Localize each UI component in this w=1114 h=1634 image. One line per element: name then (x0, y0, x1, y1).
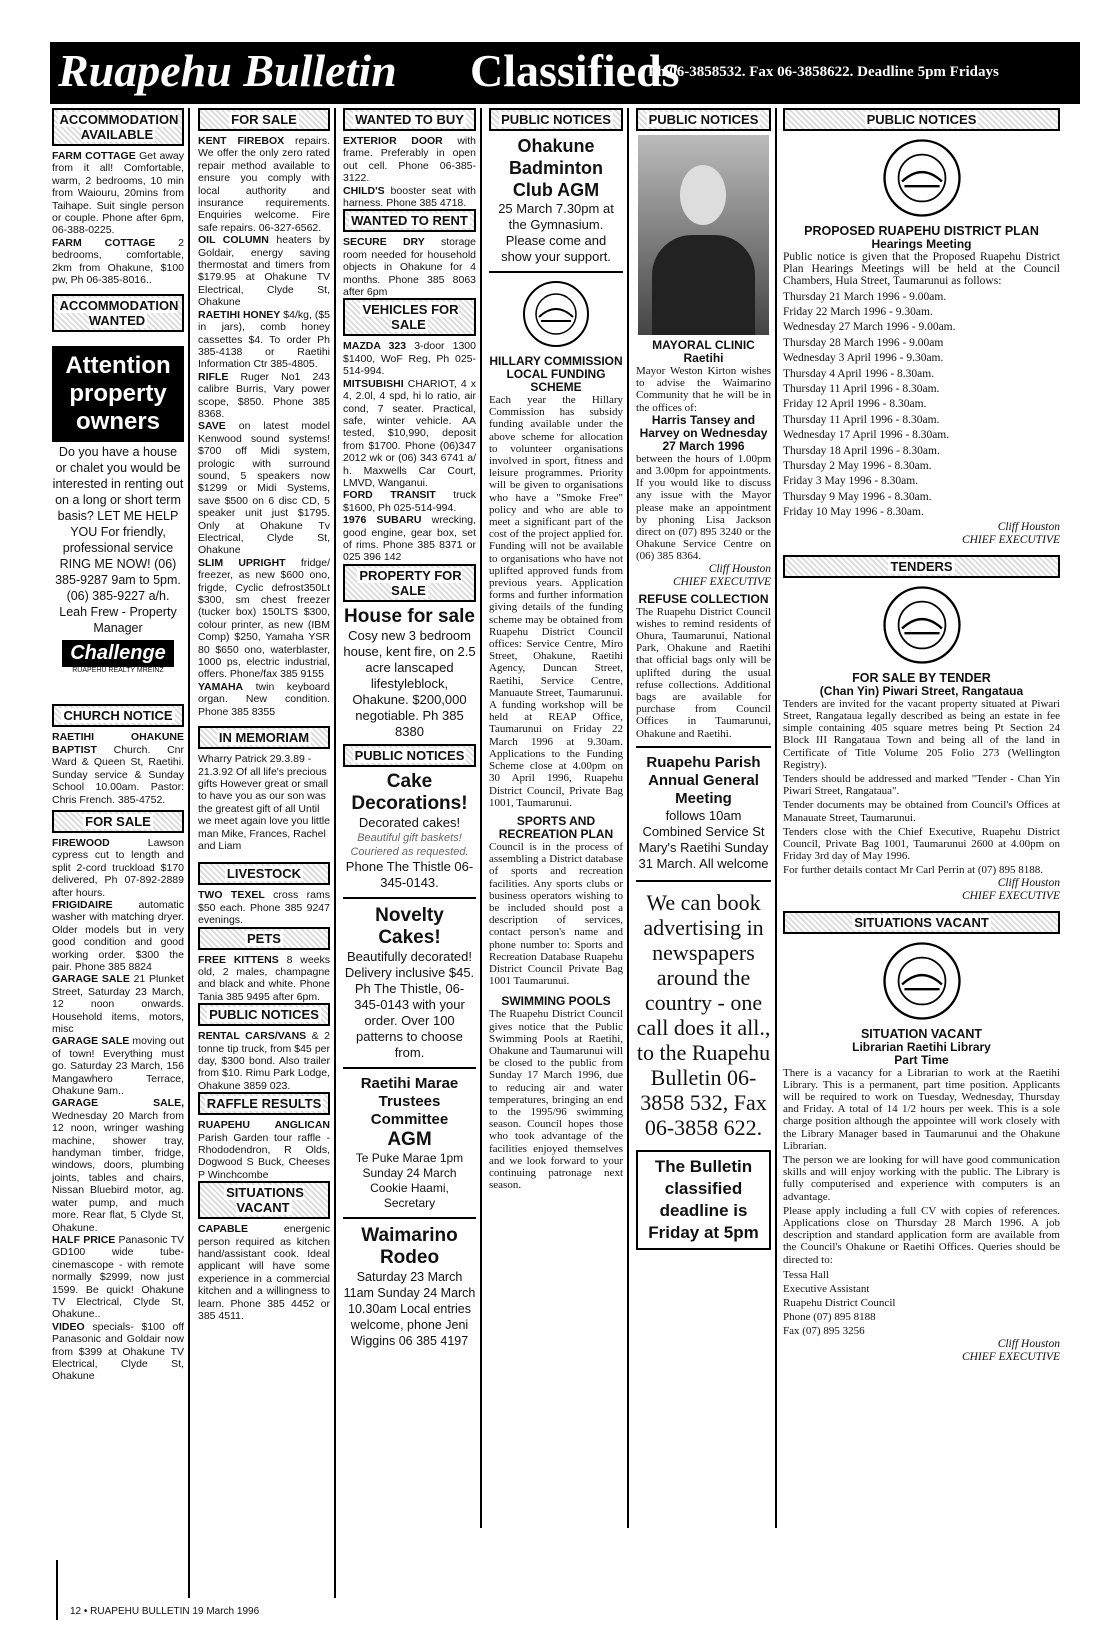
classified-ad: Wharry Patrick 29.3.89 - 21.3.92 Of all life's precious gifts However great or small to have you as our son was the greatest gift of all Until we meet again love you little man Mike, Frances, Rachel and Liam (198, 753, 330, 852)
section-header: VEHICLES FOR SALE (343, 298, 476, 336)
column-5 (636, 108, 771, 1250)
hillary-body: Each year the Hillary Commission has subsidy funding available under the above scheme for allocation to volunteer organisations involved in sport, fitness and leisure programmes. Priority will be given to organisations who have a "Smoke Free" policy and who are able to meet a significant part of the cost of the project applied for. Funding will not be available to organisations who have not uplifted approved funds from previous years. Application forms and further information giving details of the funding scheme may be obtained from Ruapehu District Council offices: Service Centre, Miro Street, Ohakune, Raetihi Agency, Duncan Street, Raetihi, Service Centre, Manuaute Street, Taumarunui. A funding workshop will be held at REAP Office, Taumarunui on Friday 22 March 1996 at 9.30am. Applications to the Funding Scheme close at 4.00pm on 30 April 1996, Ruapehu District Council, Private Bag 1001, Taumarunui. (489, 394, 623, 809)
situation-body: There is a vacancy for a Librarian to work at the Raetihi Library. This is a permanent, part time position. Applicants will be required to work on Tuesday, Wednesday, Thursday and Friday. A total of 14 1/2 hours per week. This is a sole charge position although the appointee will work closely with the Library Manager based in Taumarunui and the Ohakune Librarian. (783, 1066, 1060, 1152)
column-rule (56, 1560, 58, 1620)
tender-body: Tender documents may be obtained from Council's Offices at Manauate Street, Taumarunui. (783, 799, 1060, 824)
tender-body: Tenders are invited for the vacant property situated at Piwari Street, Rangataua legally described as being an estate in fee simple containing 405 square metres being Pt Section 24 Block III Rangataua Town and being all of the land in Certificate of Title Volume 205 Folio 273 (Wellington Registry). (783, 697, 1060, 771)
novelty-heading: Novelty Cakes! (375, 904, 444, 948)
house-heading: House for sale (344, 605, 475, 627)
section-header: TENDERS (783, 555, 1060, 578)
section-header: ACCOMMODATION AVAILABLE (52, 108, 184, 146)
section-header: PROPERTY FOR SALE (343, 564, 476, 602)
plan-sub: Hearings Meeting (871, 237, 972, 251)
classified-ad: FRIGIDAIRE automatic washer with matching dryer. Older models but in very good condition and good working order. $300 the pair. Phone 385 8824 (52, 898, 184, 973)
sports-heading: SPORTS AND RECREATION PLAN (498, 813, 614, 841)
classified-ad: FREE KITTENS 8 weeks old, 2 males, champagne and black and white. Phone Tania 385 9495 after 6pm. (198, 953, 330, 1003)
section-header: LIVESTOCK (198, 862, 330, 885)
rodeo-body: Saturday 23 March 11am Sunday 24 March 10.30am Local entries welcome, phone Jeni Wiggins 06 385 4197 (343, 1269, 476, 1348)
column-4 (489, 108, 623, 1191)
parish-body: follows 10am Combined Service St Mary's Raetihi Sunday 31 March. All welcome (638, 807, 769, 871)
parish-heading: Ruapehu Parish Annual General Meeting (646, 753, 761, 807)
classified-ad: CHILD'S booster seat with harness. Phone 385 4718. (343, 184, 476, 210)
cake-body: Decorated cakes! (358, 814, 461, 830)
badminton-body: 25 March 7.30pm at the Gymnasium. Please come and show your support. (498, 201, 614, 264)
column-3 (343, 108, 476, 1349)
signature-name: Cliff Houston (997, 1337, 1060, 1350)
signature-name: Cliff Houston (708, 562, 771, 575)
section-header: WANTED TO RENT (343, 209, 476, 232)
plan-heading: PROPOSED RUAPEHU DISTRICT PLAN (804, 224, 1039, 238)
classified-ad: FORD TRANSIT truck $1600, Ph 025-514-994. (343, 489, 476, 514)
refuse-heading: REFUSE COLLECTION (638, 591, 769, 606)
section-header: IN MEMORIAM (198, 726, 330, 749)
cake-script: Beautiful gift baskets! Couriered as requested. (350, 831, 469, 858)
section-header: PETS (198, 927, 330, 950)
classified-ad: MAZDA 323 3-door 1300 $1400, WoF Reg, Ph 025-514-994. (343, 340, 476, 378)
swim-heading: SWIMMING POOLS (501, 994, 611, 1009)
classified-ad: GARAGE SALE 21 Plunket Street, Saturday 23 March, 12 noon onwards. Household items, motors, misc (52, 973, 184, 1035)
deadline-box: The Bulletin classified deadline is Friday at 5pm (636, 1150, 771, 1250)
signature-title: CHIEF EXECUTIVE (672, 575, 771, 588)
classified-ad: KENT FIREBOX repairs. We offer the only zero rated repair method available to ensure you comply with local authority and insurance requirements. Enquiries welcome. Fire safe repairs. 06-327-6562. (198, 135, 331, 234)
classified-ad: SLIM UPRIGHT fridge/ freezer, as new $600 ono, frigde, Cyclic defrost350Lt $300, sm chest freezer (tucker box) 150LTS $300, colour printer, as new (IBM Comp) $250, Yamaha YSR 80 $650 ono, waterblaster, 1000 ps, electric industrial, offers. Phone/fax 385 9155 (198, 556, 331, 681)
challenge-tagline: RUAPEHU REALTY MREINZ (72, 667, 164, 675)
section-header: CHURCH NOTICE (52, 704, 184, 727)
signature-name: Cliff Houston (997, 876, 1060, 889)
section-header: PUBLIC NOTICES (198, 1003, 330, 1026)
classified-ad: RUAPEHU ANGLICAN Parish Garden tour raffle - Rhododendron, R Olds, Dogwood S Buck, Cheeses P Winchcombe (198, 1119, 330, 1181)
classified-ad: RAETIHI HONEY $4/kg, ($5 in jars), comb honey cassettes $4. To order Ph 385-4138 or Raetihi Information Ctr 385-4805. (198, 308, 330, 371)
column-rule (188, 108, 190, 1598)
classified-ad: FARM COTTAGE Get away from it all! Comfortable, warm, 2 bedrooms, 10 min from Waiouru, 20mins from Taihape. Suit single person or couple. Phone after 6pm, 06-388-0225. (52, 150, 184, 237)
house-body: Cosy new 3 bedroom house, kent fire, on 2.5 acre lanscaped lifestyleblock, Ohakune. $200,000 negotiable. Ph 385 8380 (343, 627, 476, 739)
property-ad-body: Do you have a house or chalet you would be interested in renting out on a long or short term basis? LET ME HELP YOU For friendly, professional service RING ME NOW! (06) 385-9287 9am to 5pm. (06) 385-9227 a/h. Leah Frew - Property Manager (52, 445, 184, 636)
section-header: WANTED TO BUY (343, 108, 476, 131)
hearing-dates: Thursday 21 March 1996 - 9.00am. Friday 22 March 1996 - 9.30am. Wednesday 27 March 1996 - 9.00am. Thursday 28 March 1996 - 9.00am Wednesday 3 April 1996 - 9.30am. Thursday 4 April 1996 - 8.30am. Thursday 11 April 1996 - 8.30am. Friday 12 April 1996 - 8.30am. Thursday 11 April 1996 - 8.30am. Wednesday 17 April 1996 - 8.30am. Thursday 18 April 1996 - 8.30am. Thursday 2 May 1996 - 8.30am. Friday 3 May 1996 - 8.30am. Thursday 9 May 1996 - 8.30am. Friday 10 May 1996 - 8.30am. (783, 290, 956, 519)
classified-ad: RAETIHI OHAKUNE BAPTIST Church. Cnr Ward & Queen St, Raetihi. Sunday service & Sunday School 10.00am. Pastor: Chris French. 385-4752. (52, 731, 184, 806)
cake-phone: Phone The Thistle 06-345-0143. (345, 858, 474, 890)
rodeo-heading: Waimarino Rodeo (361, 1224, 458, 1268)
section-header: PUBLIC NOTICES (343, 744, 476, 767)
column-rule (480, 108, 482, 1528)
classified-ad: HALF PRICE Panasonic TV GD100 wide tube-cinemascope - with remote normally $2999, now just 1599. Be quick! Ohakune TV Electrical, Clyde St, Ohakune.. (52, 1233, 184, 1321)
classified-ad: GARAGE SALE moving out of town! Everything must go. Saturday 23 March, 156 Mangawhero Terrace, Ohakune 9am.. (52, 1035, 184, 1098)
signature-name: Cliff Houston (997, 520, 1060, 533)
signature-title: CHIEF EXECUTIVE (961, 1350, 1060, 1363)
attention-banner: Attention property owners (52, 346, 184, 442)
novelty-body: Beautifully decorated! Delivery inclusive $45. Ph The Thistle, 06-345-0143 with your order. Over 100 patterns to choose from. (344, 948, 475, 1060)
section-header: FOR SALE (198, 108, 330, 131)
classified-ad: VIDEO specials- $100 off Panasonic and Goldair now from $399 at Ohakune TV Electrical, Clyde St, Ohakune (52, 1320, 185, 1383)
classified-ad: TWO TEXEL cross rams $50 each. Phone 385 9247 evenings. (198, 889, 331, 927)
council-seal-icon (881, 584, 963, 666)
mayor-photo (638, 135, 769, 335)
column-2 (198, 108, 330, 1323)
sports-body: Council is in the process of assembling a District database of sports and recreation facilities. Any sports clubs or business operators wishing to be included should post a description of services, contact person's name and phone number to: Sports and Recreation Database Ruapehu District Council Private Bag 1001 Taumarunui. (489, 840, 623, 988)
classified-ad: GARAGE SALE, Wednesday 20 March from 12 noon, wringer washing machine, shower tray, handyman timber, fridge, windows, doors, plumbing joints, tables and chairs, Nissan Bluebird motor, ag. water pump, and much more. Rear flat, 5 Clyde St, Ohakune. (52, 1097, 184, 1234)
situation-body: The person we are looking for will have good communication skills and will enjoy working with the public. The Library is fully computerised and experience with computers is an advantage. (783, 1153, 1060, 1203)
classified-ad: SAVE on latest model Kenwood sound systems! $700 off Midi system, prologic with surround sound, 5 speakers now $1299 or Midi Systems, save $500 on 6 disc CD, 5 speaker unit just $1795. Only at Ohakune Tv Electrical, Clyde St, Ohakune (198, 420, 330, 557)
situation-body: Please apply including a full CV with copies of references. Applications close on Thursday 28 March 1996. A job description and standard application form are available from the Council's Ohakune or Raetihi Offices. Queries should be directed to: (783, 1204, 1060, 1266)
classified-ad: RIFLE Ruger No1 243 calibre Burris, Vary power scope, $850. Phone 385 8368. (198, 370, 330, 420)
council-seal-icon (881, 137, 963, 219)
section-header: PUBLIC NOTICES (783, 108, 1060, 131)
masthead-classifieds: Classifieds (470, 45, 680, 96)
booking-ad: We can book advertising in newspapers around the country - one call does it all., to the Ruapehu Bulletin 06-3858 532, Fax 06-3858 622. (636, 889, 771, 1140)
contact-block: Tessa Hall Executive Assistant Ruapehu District Council Phone (07) 895 8188 Fax (07) 895 3256 (783, 1268, 896, 1337)
classified-ad: YAMAHA twin keyboard organ. New condition. Phone 385 8355 (198, 680, 330, 718)
section-header: PUBLIC NOTICES (636, 108, 771, 131)
masthead-contact: Ph 06-3858532. Fax 06-3858622. Deadline 5pm Fridays (648, 64, 999, 80)
classified-ad: 1976 SUBARU wrecking, good engine, gear box, set of rims. Phone 385 8371 or 025 396 142 (343, 514, 476, 564)
marae-body: Te Puke Marae 1pm Sunday 24 March Cookie Haami, Secretary (355, 1150, 464, 1210)
section-header: PUBLIC NOTICES (489, 108, 623, 131)
mayoral-body: Mayor Weston Kirton wishes to advise the Waimarino Community that he will be in the offices of: (636, 365, 771, 414)
tender-sub: (Chan Yin) Piwari Street, Rangataua (819, 683, 1024, 698)
column-rule (334, 108, 336, 1598)
mayoral-heading: MAYORAL CLINIC (652, 338, 755, 352)
classified-ad: MITSUBISHI CHARIOT, 4 x 4, 2.0l, 4 spd, hi lo ratio, air cond, 7 seater. Practical, safe, winter vehicle. AA tested, $10,990, deposit from $1700. Phone (06)347 2012 wk or (06) 343 6741 a/ h. Maxwells Car Court, LMVD, Wanganui. (343, 377, 476, 489)
column-6 (783, 108, 1060, 1364)
council-seal-icon (521, 279, 591, 349)
cake-heading: Cake Decorations! (351, 770, 468, 814)
challenge-logo: Challenge (52, 640, 184, 667)
marae-agm: AGM (387, 1128, 432, 1150)
classified-ad: FARM COTTAGE 2 bedrooms, comfortable, 2km from Ohakune, $100 pw, Ph 06-385-8016.. (52, 236, 185, 287)
classified-ad: OIL COLUMN heaters by Goldair, energy saving thermostat and timers from $179.95 at Ohakune TV Electrical, Clyde St, Ohakune (198, 234, 330, 309)
tender-heading: FOR SALE BY TENDER (852, 670, 991, 685)
swim-body: The Ruapehu District Council gives notice that the Public Swimming Pools at Raetihi, Ohakune and Taumarunui will be closed to the public from Sunday 17 March 1996, due to reducing air and water temperatures, bringing an end to the 1995/96 swimming season. Council hopes those who took advantage of the facilities enjoyed themselves and we look forward to your continuing patronage next season. (489, 1008, 623, 1192)
classified-ad: RENTAL CARS/VANS & 2 tonne tip truck, from $45 per day, $300 bond. Also trailer from $10. Rimu Park Lodge, Ohakune 3859 023. (198, 1030, 331, 1092)
section-header: FOR SALE (52, 810, 184, 833)
refuse-body: The Ruapehu District Council wishes to remind residents of Ohura, Taumarunui, National Park, Ohakune and Raetihi that official bags only will be uplifted during the usual refuse collections. Additional bags are available for purchase from Council Offices in Taumarunui, Ohakune and Raetihi. (636, 605, 771, 740)
signature-title: CHIEF EXECUTIVE (961, 889, 1060, 902)
page-footer: 12 • RUAPEHU BULLETIN 19 March 1996 (70, 1606, 260, 1617)
classified-ad: SECURE DRY storage room needed for household objects in Ohakune for 4 months. Phone 385 8063 after 6pm (343, 236, 476, 299)
section-header: ACCOMMODATION WANTED (52, 294, 184, 332)
plan-body: Public notice is given that the Proposed Ruapehu District Plan Hearings Meetings will be held at the Council Chambers, Huia Street, Taumarunui as follows: (783, 251, 1060, 288)
situation-sub: Part Time (894, 1052, 949, 1067)
section-header: SITUATIONS VACANT (783, 911, 1060, 934)
classified-ad: EXTERIOR DOOR with frame. Preferably in open out cell. Phone 06-385-3122. (343, 135, 477, 185)
tender-body: Tenders should be addressed and marked "Tender - Chan Yin Piwari Street, Rangataua". (783, 772, 1060, 798)
tender-body: For further details contact Mr Carl Perrin at (07) 895 8188. (783, 864, 1043, 877)
situation-heading: SITUATION VACANT (860, 1026, 983, 1041)
council-seal-icon (881, 940, 963, 1022)
marae-heading: Raetihi Marae Trustees Committee (360, 1074, 459, 1128)
tender-body: Tenders close with the Chief Executive, Ruapehu District Council, Private Bag 1001, Taumarunui 2600 at 4.00pm on Friday 3rd day of May 1996. (783, 825, 1060, 863)
section-header: RAFFLE RESULTS (198, 1092, 330, 1115)
masthead-title: Ruapehu Bulletin (58, 45, 397, 96)
section-header: SITUATIONS VACANT (198, 1181, 330, 1219)
badminton-heading: Ohakune Badminton Club AGM (509, 136, 603, 200)
hillary-heading: HILLARY COMMISSION LOCAL FUNDING SCHEME (489, 354, 623, 394)
column-rule (627, 108, 629, 1528)
signature-title: CHIEF EXECUTIVE (961, 533, 1060, 546)
mayoral-where: Harris Tansey and Harvey on Wednesday 27 March 1996 (639, 412, 768, 453)
classified-ad: FIREWOOD Lawson cypress cut to length and split 2-cord truckload $170 delivered, Ph 07-892-2889 after hours. (52, 836, 184, 899)
column-rule (775, 108, 777, 1528)
classified-ad: CAPABLE energenic person required as kitchen hand/assistant cook. Ideal applicant will have some experience in a commercial kitchen and a willingness to learn. Phone 385 4452 or 385 4511. (198, 1223, 330, 1323)
masthead (50, 42, 1080, 104)
mayoral-sub: Raetihi (683, 351, 724, 365)
column-1 (52, 108, 184, 1383)
mayoral-body-2: between the hours of 1.00pm and 3.00pm for appointments. If you would like to discuss any issue with the Mayor please make an appointment by phoning Lisa Jackson direct on (07) 895 3240 or the Ohakune Service Centre on (06) 385 8364. (636, 452, 771, 563)
situation-sub: Librarian Raetihi Library (852, 1039, 991, 1054)
